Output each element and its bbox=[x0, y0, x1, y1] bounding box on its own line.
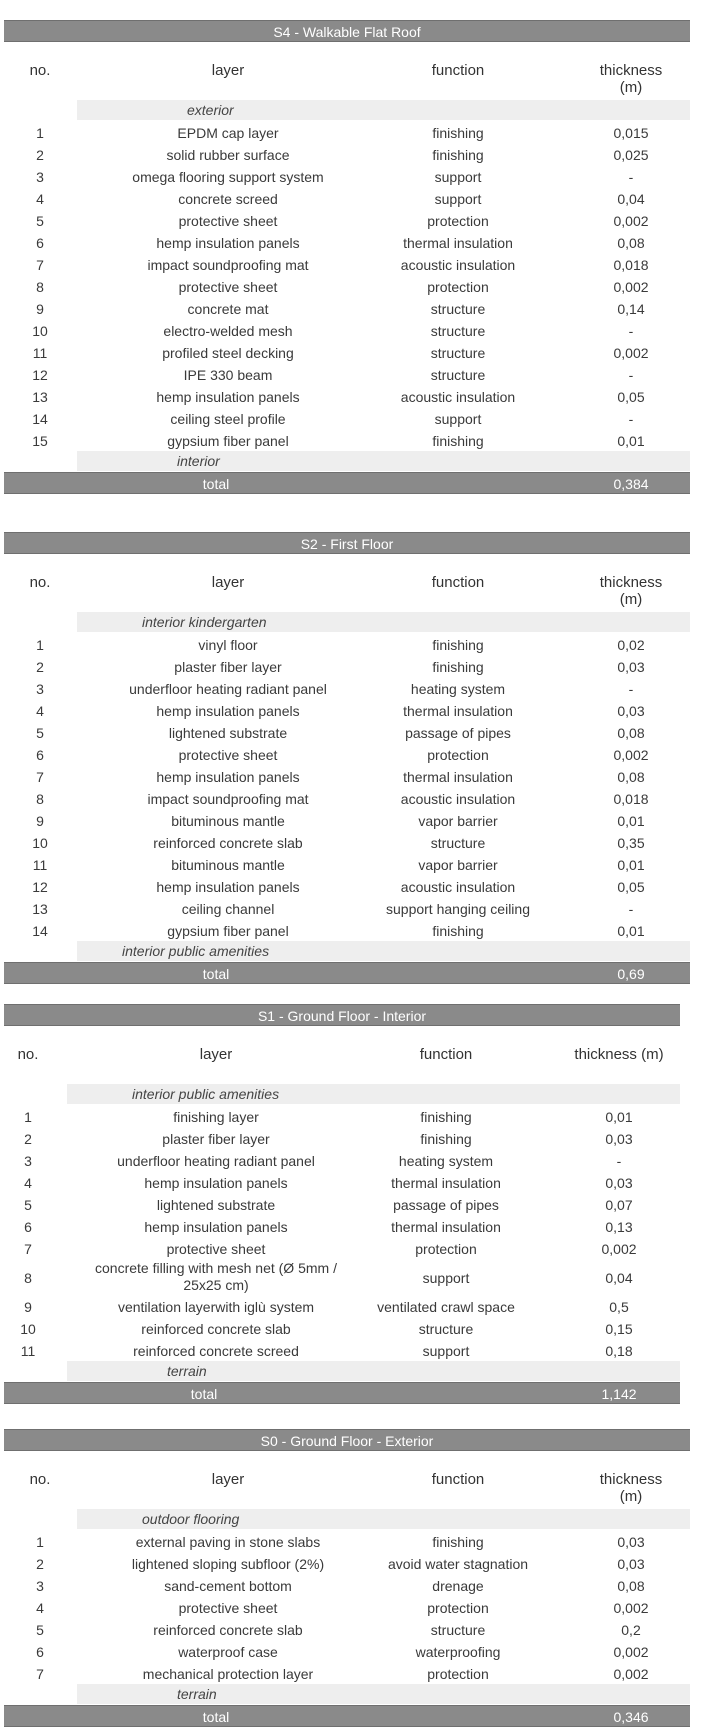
table-row bbox=[0, 876, 714, 898]
row-function: protection bbox=[427, 1600, 489, 1616]
table-row bbox=[0, 1296, 714, 1318]
row-number: 3 bbox=[36, 681, 44, 697]
row-number: 15 bbox=[32, 433, 48, 449]
row-thickness: - bbox=[628, 367, 634, 383]
row-function: thermal insulation bbox=[403, 235, 513, 251]
row-thickness: 0,03 bbox=[605, 1175, 633, 1191]
row-layer: IPE 330 beam bbox=[183, 367, 273, 383]
row-thickness: 0,15 bbox=[605, 1321, 633, 1337]
row-function: structure bbox=[430, 301, 486, 317]
row-number: 3 bbox=[36, 169, 44, 185]
table-row bbox=[0, 298, 714, 320]
row-function: acoustic insulation bbox=[400, 257, 516, 273]
row-function: finishing bbox=[432, 433, 484, 449]
row-layer: gypsium fiber panel bbox=[167, 433, 289, 449]
table-row bbox=[0, 1260, 714, 1296]
header-layer: layer bbox=[211, 574, 245, 591]
row-layer: ventilation layerwith iglù system bbox=[117, 1299, 315, 1315]
table-row bbox=[0, 1194, 714, 1216]
header-function: function bbox=[419, 1046, 473, 1063]
row-function: protection bbox=[427, 279, 489, 295]
row-function: vapor barrier bbox=[418, 813, 498, 829]
row-number: 10 bbox=[32, 323, 48, 339]
table-row bbox=[0, 898, 714, 920]
row-thickness: 0,002 bbox=[613, 345, 649, 361]
row-function: finishing bbox=[432, 659, 484, 675]
row-thickness: 0,002 bbox=[613, 1644, 649, 1660]
total-label: total bbox=[202, 966, 230, 982]
row-function: support bbox=[434, 411, 482, 427]
table-row bbox=[0, 408, 714, 430]
header-no: no. bbox=[17, 1046, 39, 1063]
band-label-top bbox=[77, 1509, 690, 1529]
row-thickness: 0,002 bbox=[613, 1666, 649, 1682]
table-row bbox=[0, 342, 714, 364]
header-layer: layer bbox=[199, 1046, 233, 1063]
row-number: 13 bbox=[32, 389, 48, 405]
row-number: 5 bbox=[36, 213, 44, 229]
row-number: 7 bbox=[36, 1666, 44, 1682]
row-function: thermal insulation bbox=[391, 1219, 501, 1235]
row-layer: plaster fiber layer bbox=[174, 659, 282, 675]
row-thickness: 0,04 bbox=[617, 191, 645, 207]
table-row bbox=[0, 634, 714, 656]
row-function: thermal insulation bbox=[403, 769, 513, 785]
row-function: acoustic insulation bbox=[400, 389, 516, 405]
row-layer: hemp insulation panels bbox=[156, 703, 300, 719]
table-row bbox=[0, 276, 714, 298]
total-bar bbox=[4, 472, 690, 494]
table-row bbox=[0, 1641, 714, 1663]
row-layer: bituminous mantle bbox=[171, 813, 285, 829]
row-thickness: 0,01 bbox=[605, 1109, 633, 1125]
total-bar bbox=[4, 962, 690, 984]
band-label-bottom bbox=[77, 941, 690, 961]
row-thickness: 0,08 bbox=[617, 235, 645, 251]
row-number: 6 bbox=[36, 235, 44, 251]
row-layer: plaster fiber layer bbox=[162, 1131, 270, 1147]
row-thickness: 0,01 bbox=[617, 813, 645, 829]
row-thickness: - bbox=[628, 681, 634, 697]
row-thickness: 0,03 bbox=[605, 1131, 633, 1147]
row-thickness: 0,002 bbox=[613, 213, 649, 229]
band-label-bottom bbox=[77, 1684, 690, 1704]
band-label-top bbox=[77, 612, 690, 632]
row-thickness: 0,03 bbox=[617, 1534, 645, 1550]
row-thickness: 0,03 bbox=[617, 703, 645, 719]
row-function: finishing bbox=[432, 147, 484, 163]
row-layer: ceiling channel bbox=[181, 901, 275, 917]
row-thickness: 0,13 bbox=[605, 1219, 633, 1235]
header-no: no. bbox=[29, 62, 51, 79]
table-row bbox=[0, 1597, 714, 1619]
total-value: 1,142 bbox=[601, 1386, 637, 1402]
row-number: 5 bbox=[24, 1197, 32, 1213]
table-row bbox=[0, 920, 714, 942]
row-function: thermal insulation bbox=[391, 1175, 501, 1191]
row-layer: protective sheet bbox=[178, 747, 278, 763]
header-no: no. bbox=[29, 1471, 51, 1488]
row-thickness: 0,05 bbox=[617, 389, 645, 405]
table-row bbox=[0, 1172, 714, 1194]
row-number: 1 bbox=[36, 125, 44, 141]
row-function: passage of pipes bbox=[393, 1197, 499, 1213]
row-layer: finishing layer bbox=[173, 1109, 259, 1125]
row-thickness: 0,015 bbox=[613, 125, 649, 141]
header-thickness: thickness (m) bbox=[599, 62, 663, 96]
row-number: 12 bbox=[32, 367, 48, 383]
row-number: 6 bbox=[36, 1644, 44, 1660]
row-function: structure bbox=[430, 345, 486, 361]
row-number: 14 bbox=[32, 411, 48, 427]
table-row bbox=[0, 788, 714, 810]
row-number: 14 bbox=[32, 923, 48, 939]
total-label: total bbox=[202, 1709, 230, 1725]
band-label-text: interior kindergarten bbox=[142, 614, 267, 630]
row-thickness: 0,002 bbox=[613, 1600, 649, 1616]
section-title-bar: S2 - First Floor bbox=[4, 532, 690, 554]
row-layer: underfloor heating radiant panel bbox=[117, 1153, 315, 1169]
row-layer: reinforced concrete screed bbox=[133, 1343, 299, 1359]
band-label-text: interior public amenities bbox=[132, 1086, 280, 1102]
band-label-bottom bbox=[67, 1361, 680, 1381]
band-label-top bbox=[67, 1084, 680, 1104]
row-number: 9 bbox=[24, 1299, 32, 1315]
row-function: waterproofing bbox=[415, 1644, 501, 1660]
row-thickness: 0,2 bbox=[621, 1622, 641, 1638]
row-number: 1 bbox=[24, 1109, 32, 1125]
row-thickness: 0,01 bbox=[617, 433, 645, 449]
row-thickness: 0,35 bbox=[617, 835, 645, 851]
row-layer: waterproof case bbox=[178, 1644, 278, 1660]
band-label-text: outdoor flooring bbox=[142, 1511, 240, 1527]
row-function: acoustic insulation bbox=[400, 879, 516, 895]
row-layer: hemp insulation panels bbox=[156, 879, 300, 895]
band-label-bottom bbox=[77, 451, 690, 471]
row-layer: external paving in stone slabs bbox=[135, 1534, 321, 1550]
header-function: function bbox=[431, 1471, 485, 1488]
total-bar bbox=[4, 1382, 680, 1404]
row-layer: solid rubber surface bbox=[166, 147, 290, 163]
row-number: 1 bbox=[36, 1534, 44, 1550]
table-row bbox=[0, 766, 714, 788]
row-thickness: 0,08 bbox=[617, 1578, 645, 1594]
row-thickness: - bbox=[628, 411, 634, 427]
row-function: protection bbox=[415, 1241, 477, 1257]
header-thickness: thickness (m) bbox=[599, 1471, 663, 1505]
row-thickness: 0,08 bbox=[617, 725, 645, 741]
table-row bbox=[0, 854, 714, 876]
header-no: no. bbox=[29, 574, 51, 591]
row-thickness: 0,03 bbox=[617, 659, 645, 675]
table-row bbox=[0, 1340, 714, 1362]
row-number: 8 bbox=[24, 1270, 32, 1286]
row-thickness: 0,01 bbox=[617, 857, 645, 873]
table-row bbox=[0, 1318, 714, 1340]
row-number: 1 bbox=[36, 637, 44, 653]
row-number: 11 bbox=[20, 1343, 36, 1359]
row-thickness: 0,01 bbox=[617, 923, 645, 939]
row-thickness: 0,07 bbox=[605, 1197, 633, 1213]
row-number: 13 bbox=[32, 901, 48, 917]
row-number: 4 bbox=[24, 1175, 32, 1191]
row-thickness: 0,018 bbox=[613, 257, 649, 273]
band-label-text: terrain bbox=[167, 1363, 207, 1379]
row-number: 2 bbox=[36, 1556, 44, 1572]
row-thickness: 0,002 bbox=[613, 279, 649, 295]
row-layer: concrete filling with mesh net (Ø 5mm / 25x25 cm) bbox=[95, 1260, 337, 1293]
row-function: vapor barrier bbox=[418, 857, 498, 873]
table-row bbox=[0, 1531, 714, 1553]
table-row bbox=[0, 656, 714, 678]
row-function: finishing bbox=[432, 125, 484, 141]
row-function: support bbox=[422, 1343, 470, 1359]
row-layer: lightened substrate bbox=[156, 1197, 276, 1213]
row-number: 2 bbox=[36, 659, 44, 675]
table-row bbox=[0, 832, 714, 854]
row-thickness: - bbox=[628, 169, 634, 185]
row-function: finishing bbox=[432, 1534, 484, 1550]
table-row bbox=[0, 430, 714, 452]
row-function: support bbox=[422, 1270, 470, 1286]
row-layer: hemp insulation panels bbox=[156, 235, 300, 251]
band-label-text: interior bbox=[177, 453, 220, 469]
band-label-text: terrain bbox=[177, 1686, 217, 1702]
table-row bbox=[0, 386, 714, 408]
table-row bbox=[0, 678, 714, 700]
row-thickness: 0,14 bbox=[617, 301, 645, 317]
row-number: 4 bbox=[36, 1600, 44, 1616]
row-number: 7 bbox=[36, 257, 44, 273]
table-row bbox=[0, 810, 714, 832]
row-layer: impact soundproofing mat bbox=[147, 791, 309, 807]
row-number: 10 bbox=[32, 835, 48, 851]
row-number: 3 bbox=[24, 1153, 32, 1169]
row-thickness: 0,04 bbox=[605, 1270, 633, 1286]
row-function: finishing bbox=[432, 923, 484, 939]
header-function: function bbox=[431, 62, 485, 79]
row-number: 10 bbox=[20, 1321, 36, 1337]
table-row bbox=[0, 144, 714, 166]
row-thickness: 0,002 bbox=[601, 1241, 637, 1257]
row-thickness: 0,5 bbox=[609, 1299, 629, 1315]
table-row bbox=[0, 1553, 714, 1575]
row-function: acoustic insulation bbox=[400, 791, 516, 807]
row-number: 5 bbox=[36, 1622, 44, 1638]
row-layer: reinforced concrete slab bbox=[153, 835, 303, 851]
row-number: 6 bbox=[24, 1219, 32, 1235]
row-layer: hemp insulation panels bbox=[144, 1219, 288, 1235]
row-number: 2 bbox=[36, 147, 44, 163]
row-number: 9 bbox=[36, 301, 44, 317]
row-function: structure bbox=[418, 1321, 474, 1337]
row-number: 7 bbox=[24, 1241, 32, 1257]
row-function: structure bbox=[430, 1622, 486, 1638]
table-row bbox=[0, 210, 714, 232]
table-row bbox=[0, 722, 714, 744]
row-function: passage of pipes bbox=[405, 725, 511, 741]
row-layer: protective sheet bbox=[166, 1241, 266, 1257]
row-number: 4 bbox=[36, 191, 44, 207]
total-label: total bbox=[202, 476, 230, 492]
section-title-bar: S0 - Ground Floor - Exterior bbox=[4, 1429, 690, 1451]
header-thickness: thickness (m) bbox=[574, 1046, 664, 1063]
row-thickness: 0,002 bbox=[613, 747, 649, 763]
row-layer: protective sheet bbox=[178, 1600, 278, 1616]
total-value: 0,69 bbox=[617, 966, 645, 982]
table-row bbox=[0, 254, 714, 276]
total-value: 0,346 bbox=[613, 1709, 649, 1725]
row-function: structure bbox=[430, 835, 486, 851]
table-row bbox=[0, 1216, 714, 1238]
table-row bbox=[0, 122, 714, 144]
row-number: 3 bbox=[36, 1578, 44, 1594]
header-layer: layer bbox=[211, 1471, 245, 1488]
row-function: avoid water stagnation bbox=[387, 1556, 529, 1572]
band-label-top bbox=[77, 100, 690, 120]
row-thickness: 0,18 bbox=[605, 1343, 633, 1359]
row-number: 11 bbox=[32, 857, 48, 873]
row-function: thermal insulation bbox=[403, 703, 513, 719]
table-row bbox=[0, 1128, 714, 1150]
row-function: support bbox=[434, 191, 482, 207]
total-label: total bbox=[190, 1386, 218, 1402]
row-function: drenage bbox=[432, 1578, 484, 1594]
row-function: finishing bbox=[432, 637, 484, 653]
row-layer: gypsium fiber panel bbox=[167, 923, 289, 939]
row-function: heating system bbox=[410, 681, 506, 697]
table-row bbox=[0, 700, 714, 722]
row-number: 8 bbox=[36, 791, 44, 807]
row-layer: reinforced concrete slab bbox=[153, 1622, 303, 1638]
row-number: 12 bbox=[32, 879, 48, 895]
row-function: finishing bbox=[420, 1109, 472, 1125]
row-thickness: 0,03 bbox=[617, 1556, 645, 1572]
row-function: structure bbox=[430, 323, 486, 339]
table-row bbox=[0, 188, 714, 210]
row-thickness: 0,08 bbox=[617, 769, 645, 785]
table-row bbox=[0, 1106, 714, 1128]
row-thickness: 0,018 bbox=[613, 791, 649, 807]
row-layer: hemp insulation panels bbox=[156, 389, 300, 405]
row-layer: ceiling steel profile bbox=[170, 411, 286, 427]
row-number: 9 bbox=[36, 813, 44, 829]
row-number: 5 bbox=[36, 725, 44, 741]
row-thickness: - bbox=[616, 1153, 622, 1169]
row-number: 11 bbox=[32, 345, 48, 361]
row-layer: vinyl floor bbox=[198, 637, 258, 653]
row-layer: protective sheet bbox=[178, 279, 278, 295]
total-value: 0,384 bbox=[613, 476, 649, 492]
row-number: 7 bbox=[36, 769, 44, 785]
row-layer: sand-cement bottom bbox=[164, 1578, 292, 1594]
table-row bbox=[0, 1619, 714, 1641]
row-layer: electro-welded mesh bbox=[163, 323, 293, 339]
row-number: 8 bbox=[36, 279, 44, 295]
table-row bbox=[0, 1575, 714, 1597]
row-layer: impact soundproofing mat bbox=[147, 257, 309, 273]
row-layer: profiled steel decking bbox=[162, 345, 294, 361]
row-thickness: 0,05 bbox=[617, 879, 645, 895]
table-row bbox=[0, 1663, 714, 1685]
row-function: protection bbox=[427, 747, 489, 763]
row-layer: concrete screed bbox=[178, 191, 278, 207]
row-function: support bbox=[434, 169, 482, 185]
total-bar bbox=[4, 1705, 690, 1727]
header-layer: layer bbox=[211, 62, 245, 79]
row-function: structure bbox=[430, 367, 486, 383]
row-layer: lightened sloping subfloor (2%) bbox=[131, 1556, 325, 1572]
row-function: protection bbox=[427, 1666, 489, 1682]
band-label-text: interior public amenities bbox=[122, 943, 270, 959]
row-thickness: - bbox=[628, 323, 634, 339]
row-number: 6 bbox=[36, 747, 44, 763]
row-thickness: 0,025 bbox=[613, 147, 649, 163]
table-row bbox=[0, 364, 714, 386]
row-function: ventilated crawl space bbox=[377, 1299, 515, 1315]
row-layer: omega flooring support system bbox=[132, 169, 324, 185]
row-layer: hemp insulation panels bbox=[156, 769, 300, 785]
table-row bbox=[0, 166, 714, 188]
row-layer: reinforced concrete slab bbox=[141, 1321, 291, 1337]
section-title-bar: S1 - Ground Floor - Interior bbox=[4, 1004, 680, 1026]
row-layer: concrete mat bbox=[187, 301, 269, 317]
row-thickness: 0,02 bbox=[617, 637, 645, 653]
row-layer: bituminous mantle bbox=[171, 857, 285, 873]
header-function: function bbox=[431, 574, 485, 591]
band-label-text: exterior bbox=[187, 102, 234, 118]
row-number: 4 bbox=[36, 703, 44, 719]
row-thickness: - bbox=[628, 901, 634, 917]
row-function: protection bbox=[427, 213, 489, 229]
table-row bbox=[0, 744, 714, 766]
table-row bbox=[0, 1150, 714, 1172]
row-function: finishing bbox=[420, 1131, 472, 1147]
row-layer: protective sheet bbox=[178, 213, 278, 229]
row-number: 2 bbox=[24, 1131, 32, 1147]
table-row bbox=[0, 232, 714, 254]
row-layer: lightened substrate bbox=[168, 725, 288, 741]
row-layer: mechanical protection layer bbox=[142, 1666, 314, 1682]
row-layer: underfloor heating radiant panel bbox=[129, 681, 327, 697]
row-function: support hanging ceiling bbox=[386, 901, 530, 917]
row-layer: hemp insulation panels bbox=[144, 1175, 288, 1191]
row-function: heating system bbox=[398, 1153, 494, 1169]
table-row bbox=[0, 320, 714, 342]
section-title-bar: S4 - Walkable Flat Roof bbox=[4, 20, 690, 42]
header-thickness: thickness (m) bbox=[599, 574, 663, 608]
table-row bbox=[0, 1238, 714, 1260]
row-layer: EPDM cap layer bbox=[177, 125, 279, 141]
